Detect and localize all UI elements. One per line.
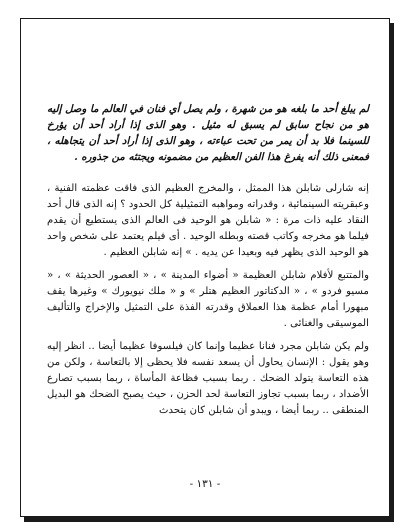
book-page: [20, 18, 390, 517]
intro-paragraph: لم يبلغ أحد ما بلغه هو من شهرة ، ولم يصل أي فنان في العالم ما وصل إليه هو من نجاح سابق لم يسبق له مثيل . وهو الذى إذا أراد أحد أن يؤرخ للسينما فلا بد أن يمر من تحت عباءته ، وهو الذى إذا أراد أحد أن يتجاهله ، فمعنى ذلك أنه يفرغ هذا الفن العظيم من مضمونه ويجتثه من جذوره .: [47, 103, 369, 163]
body-paragraph-2: والمتتبع لأفلام شابلن العظيمة « أضواء المدينة » ، « العصور الحديثة » ، « مسيو فردو » ، « الدكتاتور العظيم هتلر » و « ملك نيويورك » وغيرها يقف مبهورا أمام عظمة هذا العملاق وقدرته الفذة على التمثيل والإخراج والتأليف الموسيقى والغنائى .: [47, 270, 369, 329]
page-body: [47, 101, 369, 426]
page-number: - ١٣١ -: [189, 478, 221, 490]
body-paragraph-1: إنه شارلى شابلن هذا الممثل ، والمخرج العظيم الذى فاقت عظمته الفنية ، وعبقريته السينمائية ، وقدراته ومواهبه التمثيلية كل الحدود ؟ إنه الذى قال أحد النقاد عليه ذات مرة : « شابلن هو الوحيد فى العالم الذى يستطيع أن يقدم فيلما هو مخرجه وكاتب قصته وبطله الوحيد . أى فيلم يعتمد على شخص واحد هو الوحيد الذى يظهر فيه وبعيدا عن يديه . » إنه شابلن العظيم .: [47, 183, 369, 258]
body-paragraph-3: ولم يكن شابلن مجرد فنانا عظيما وإنما كان فيلسوفا عظيما أيضا .. انظر إليه وهو يقول : الإنسان يحاول أن يسعد نفسه فلا يحظى إلا بالتعاسة ، ولكن من هذه التعاسة يتولد الضحك . ربما بسبب فظاعة المأساة ، ربما بسبب تصارع الأضداد ، ربما بسبب تجاوز التعاسة لحد الحزن ، حيث يصبح الضحك هو البديل المنطقى .. ربما أيضا ، ويبدو أن شابلن كان يتحدث: [47, 341, 369, 416]
